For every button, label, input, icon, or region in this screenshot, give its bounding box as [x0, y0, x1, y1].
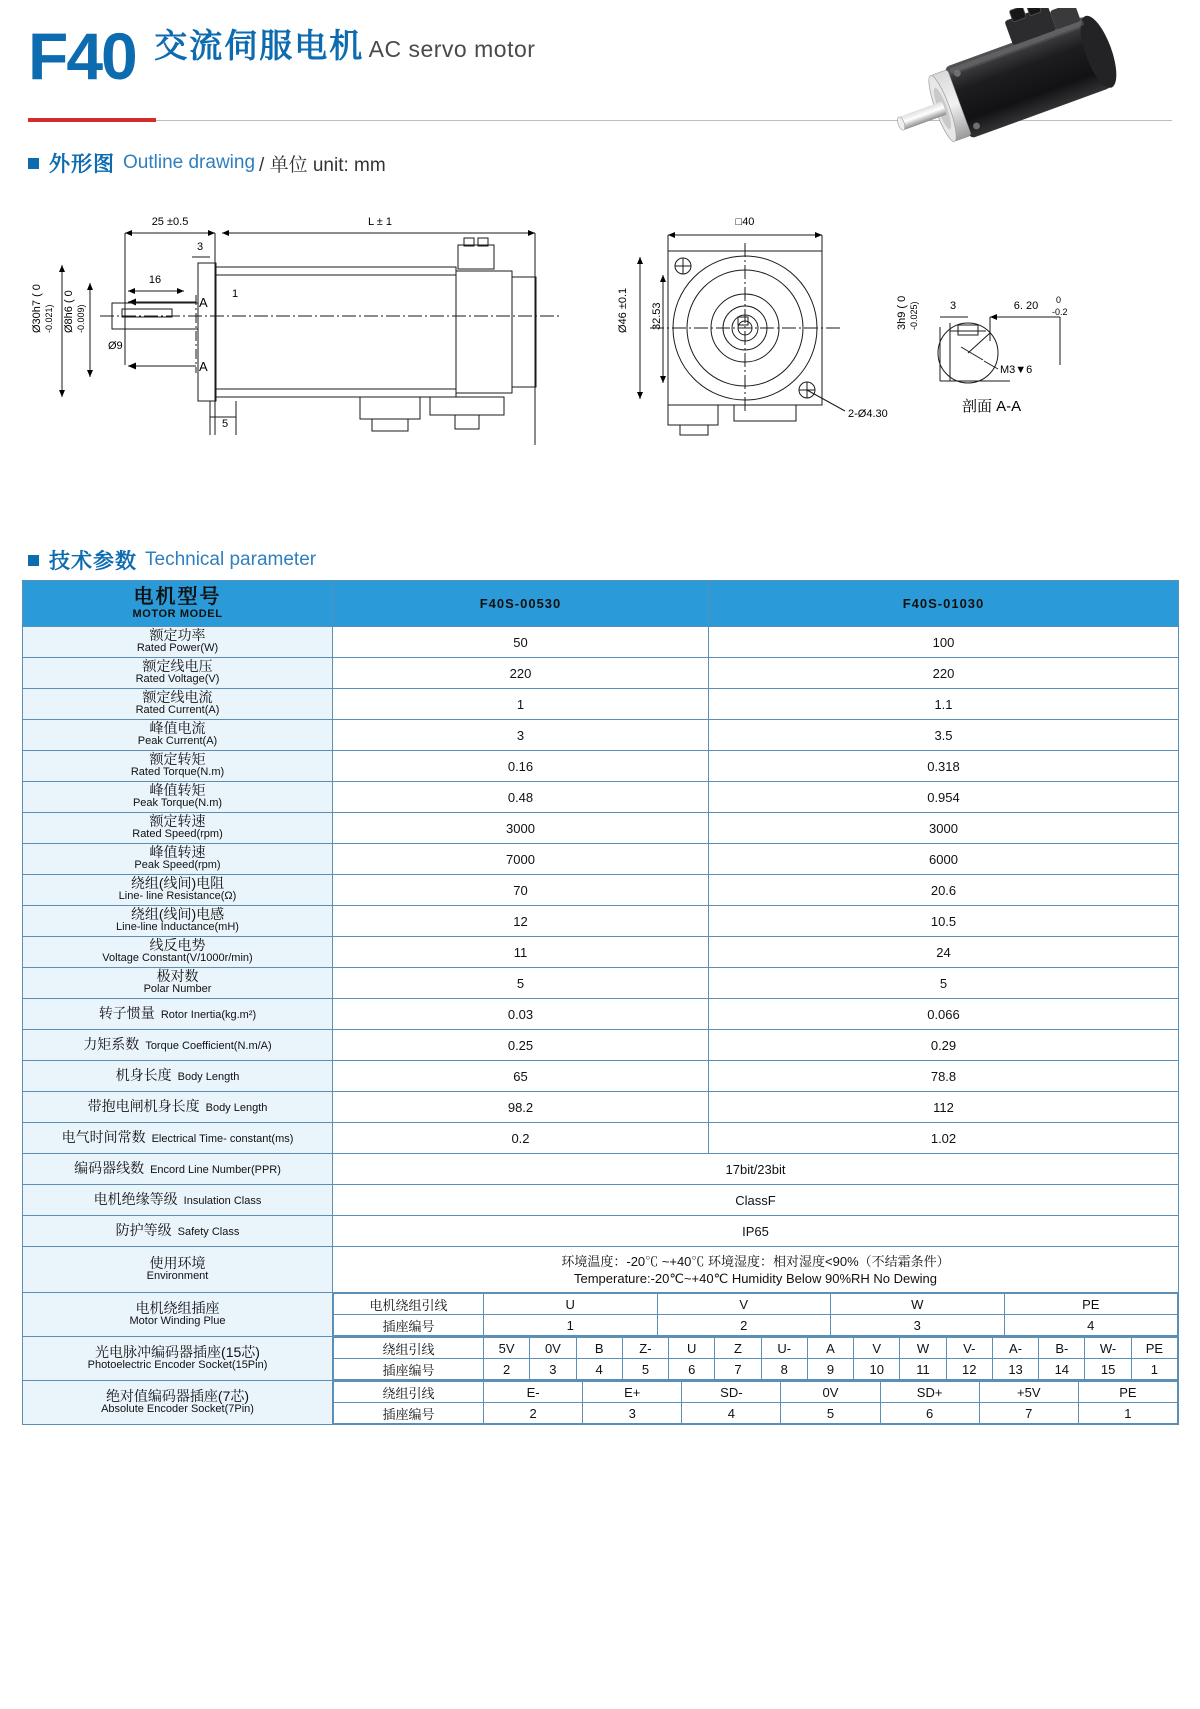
row-value-1: 5: [333, 968, 709, 999]
table-row: [23, 968, 1179, 999]
encoder7-block: [333, 1381, 1179, 1425]
row-value-1: 0.2: [333, 1123, 709, 1154]
row-value-2: 3000: [709, 813, 1179, 844]
winding-row2-c2: 2: [657, 1315, 831, 1336]
enc7-row2-c1: 2: [484, 1403, 583, 1424]
row-label: 防护等级 Safety Class: [23, 1216, 333, 1247]
enc15-row1-c10: W: [900, 1338, 946, 1359]
enc15-row1-c5: U: [669, 1338, 715, 1359]
row-value-1: 11: [333, 937, 709, 968]
row-label: 额定线电压 Rated Voltage(V): [23, 658, 333, 689]
encoder15-row-1: [334, 1338, 1178, 1359]
enc15-row2-c8: 9: [807, 1359, 853, 1380]
title-block: [28, 19, 536, 93]
tech-heading-cn: 技术参数: [49, 550, 137, 573]
enc7-row1-c5: SD+: [880, 1382, 979, 1403]
enc7-row1-c3: SD-: [682, 1382, 781, 1403]
header-model-1: F40S-00530: [333, 581, 709, 627]
row-label: 峰值电流 Peak Current(A): [23, 720, 333, 751]
row-label: 线反电势 Voltage Constant(V/1000r/min): [23, 937, 333, 968]
enc7-row1-label: 绕组引线: [334, 1382, 484, 1403]
enc15-row1-c8: A: [807, 1338, 853, 1359]
enc15-row2-c13: 14: [1039, 1359, 1085, 1380]
table-row: [23, 689, 1179, 720]
product-title-en: AC servo motor: [368, 36, 536, 62]
dim-3253: 32.53: [651, 302, 663, 330]
table-row: [23, 937, 1179, 968]
row-value-1: 0.25: [333, 1030, 709, 1061]
dim-5: 5: [222, 418, 229, 430]
dim-16: 16: [148, 274, 162, 286]
enc15-row1-c4: Z-: [622, 1338, 668, 1359]
enc7-row2-c7: 1: [1078, 1403, 1177, 1424]
enc15-row1-c13: B-: [1039, 1338, 1085, 1359]
tech-section-heading: [28, 545, 316, 575]
outline-drawing: [0, 205, 1200, 525]
enc15-row1-c6: Z: [715, 1338, 761, 1359]
dim-square40: □40: [735, 216, 755, 228]
enc7-row2-c2: 3: [583, 1403, 682, 1424]
row-value-merged: 17bit/23bit: [333, 1154, 1179, 1185]
row-value-1: 7000: [333, 844, 709, 875]
row-value-2: 0.066: [709, 999, 1179, 1030]
encoder7-row-2: [334, 1403, 1178, 1424]
winding-row1-label: 电机绕组引线: [334, 1294, 484, 1315]
winding-row1-c2: V: [657, 1294, 831, 1315]
dim-620-tol-top: 0: [1056, 295, 1062, 305]
motor-photo: [882, 8, 1172, 183]
enc15-row2-label: 插座编号: [334, 1359, 484, 1380]
winding-socket-row-1: [334, 1294, 1178, 1315]
enc7-row1-c2: E+: [583, 1382, 682, 1403]
product-title-cn: 交流伺服电机: [154, 27, 365, 64]
dim-d8h6-tol: -0.009): [76, 304, 86, 333]
tech-heading-en: Technical parameter: [145, 549, 317, 570]
header-model-2: F40S-01030: [709, 581, 1179, 627]
table-row: [23, 1185, 1179, 1216]
table-row: [23, 1216, 1179, 1247]
row-value-2: 0.318: [709, 751, 1179, 782]
table-row: [23, 813, 1179, 844]
row-value-1: 0.48: [333, 782, 709, 813]
winding-row2-label: 插座编号: [334, 1315, 484, 1336]
row-value-2: 1.1: [709, 689, 1179, 720]
table-row: [23, 1092, 1179, 1123]
table-row-encoder7: [23, 1381, 1179, 1425]
winding-row1-c3: W: [831, 1294, 1005, 1315]
table-row: [23, 844, 1179, 875]
enc15-row2-c12: 13: [992, 1359, 1038, 1380]
row-label: 使用环境 Environment: [23, 1247, 333, 1293]
row-label: 绝对值编码器插座(7芯) Absolute Encoder Socket(7Pin): [23, 1381, 333, 1425]
dim-d8h6: Ø8h6 ( 0: [63, 290, 75, 333]
dim-d46: Ø46 ±0.1: [617, 287, 629, 333]
row-label: 力矩系数 Torque Coefficient(N.m/A): [23, 1030, 333, 1061]
enc15-row2-c11: 12: [946, 1359, 992, 1380]
row-label: 电机绕组插座 Motor Winding Plue: [23, 1293, 333, 1337]
dim-620-tol-bot: -0.2: [1052, 307, 1068, 317]
enc15-row1-c9: V: [854, 1338, 900, 1359]
row-label: 光电脉冲编码器插座(15芯) Photoelectric Encoder Socket(15Pin): [23, 1337, 333, 1381]
enc15-row1-c7: U-: [761, 1338, 807, 1359]
dim-d30h7-tol: -0.021): [44, 304, 54, 333]
enc15-row1-c12: A-: [992, 1338, 1038, 1359]
row-value-2: 3.5: [709, 720, 1179, 751]
dim-3h9: 3h9 ( 0: [896, 295, 908, 330]
section-mark-a-top: A: [199, 295, 208, 310]
enc7-row1-c4: 0V: [781, 1382, 880, 1403]
model-code: F40: [28, 19, 136, 93]
row-value-1: 3000: [333, 813, 709, 844]
row-label: 极对数 Polar Number: [23, 968, 333, 999]
row-value-1: 3: [333, 720, 709, 751]
enc15-row1-c3: B: [576, 1338, 622, 1359]
header-motor-model-en: MOTOR MODEL: [132, 608, 223, 620]
table-row-winding-socket: [23, 1293, 1179, 1337]
table-row: [23, 1123, 1179, 1154]
environment-line-cn: 环境温度：-20℃ ~+40℃ 环境湿度：相对湿度<90%（不结霜条件）: [561, 1253, 950, 1269]
row-label: 绕组(线间)电感 Line-line Inductance(mH): [23, 906, 333, 937]
row-value-2: 0.954: [709, 782, 1179, 813]
outline-heading-en: Outline drawing: [123, 152, 256, 173]
winding-row2-c3: 3: [831, 1315, 1005, 1336]
row-label: 额定转速 Rated Speed(rpm): [23, 813, 333, 844]
red-divider: [28, 118, 156, 122]
enc15-row1-c11: V-: [946, 1338, 992, 1359]
enc7-row1-c7: PE: [1078, 1382, 1177, 1403]
dim-holes: 2-Ø4.30: [848, 408, 888, 420]
environment-line-en: Temperature:-20℃~+40℃ Humidity Below 90%RH No Dewing: [573, 1270, 938, 1286]
winding-row2-c4: 4: [1004, 1315, 1178, 1336]
dim-d9: Ø9: [108, 340, 123, 352]
enc15-row2-c1: 2: [484, 1359, 530, 1380]
row-value-1: 65: [333, 1061, 709, 1092]
enc15-row2-c4: 5: [622, 1359, 668, 1380]
environment-value: [333, 1247, 1179, 1293]
encoder7-table: [333, 1381, 1178, 1424]
dim-m3: M3▼6: [1000, 364, 1033, 376]
enc15-row2-c14: 15: [1085, 1359, 1131, 1380]
enc15-row2-c5: 6: [669, 1359, 715, 1380]
row-value-1: 0.16: [333, 751, 709, 782]
table-row-environment: [23, 1247, 1179, 1293]
winding-row1-c4: PE: [1004, 1294, 1178, 1315]
dim-k3: 3: [949, 300, 957, 312]
row-label: 转子惯量 Rotor Inertia(kg.m²): [23, 999, 333, 1030]
row-value-1: 220: [333, 658, 709, 689]
row-value-1: 70: [333, 875, 709, 906]
table-row: [23, 627, 1179, 658]
encoder15-row-2: [334, 1359, 1178, 1380]
dim-1: 1: [232, 288, 239, 300]
outline-unit-label: / 单位 unit: mm: [259, 154, 386, 176]
row-value-2: 1.02: [709, 1123, 1179, 1154]
outline-section-heading: [28, 148, 386, 178]
row-value-2: 6000: [709, 844, 1179, 875]
winding-socket-table: [333, 1293, 1178, 1336]
enc15-row1-c1: 5V: [484, 1338, 530, 1359]
row-value-1: 98.2: [333, 1092, 709, 1123]
enc15-row2-c2: 3: [530, 1359, 576, 1380]
spec-table-wrapper: [22, 580, 1178, 1425]
enc15-row2-c9: 10: [854, 1359, 900, 1380]
winding-socket-block: [333, 1293, 1179, 1337]
row-value-1: 12: [333, 906, 709, 937]
dim-3: 3: [196, 241, 204, 253]
winding-row1-c1: U: [484, 1294, 658, 1315]
row-value-2: 100: [709, 627, 1179, 658]
row-value-merged: ClassF: [333, 1185, 1179, 1216]
dim-620: 6. 20: [1013, 300, 1039, 312]
row-value-merged: IP65: [333, 1216, 1179, 1247]
spec-table: [22, 580, 1179, 1425]
table-row-encoder15: [23, 1337, 1179, 1381]
row-value-2: 0.29: [709, 1030, 1179, 1061]
enc7-row2-label: 插座编号: [334, 1403, 484, 1424]
title-texts: [154, 26, 535, 64]
section-mark-a-bottom: A: [199, 359, 208, 374]
row-value-2: 112: [709, 1092, 1179, 1123]
bullet-square-icon: [28, 158, 39, 169]
row-value-1: 50: [333, 627, 709, 658]
table-row: [23, 1030, 1179, 1061]
enc15-row1-c15: PE: [1131, 1338, 1177, 1359]
row-label: 机身长度 Body Length: [23, 1061, 333, 1092]
table-row: [23, 999, 1179, 1030]
winding-socket-row-2: [334, 1315, 1178, 1336]
enc15-row2-c10: 11: [900, 1359, 946, 1380]
table-row: [23, 658, 1179, 689]
enc15-row1-c14: W-: [1085, 1338, 1131, 1359]
enc7-row2-c5: 6: [880, 1403, 979, 1424]
row-label: 电机绝缘等级 Insulation Class: [23, 1185, 333, 1216]
dim-3h9-tol: -0.025): [909, 301, 919, 330]
encoder15-table: [333, 1337, 1178, 1380]
section-aa-label: 剖面 A-A: [962, 398, 1022, 415]
row-label: 额定功率 Rated Power(W): [23, 627, 333, 658]
enc15-row2-c7: 8: [761, 1359, 807, 1380]
enc15-row2-c6: 7: [715, 1359, 761, 1380]
outline-heading-cn: 外形图: [49, 153, 115, 176]
table-row: [23, 1154, 1179, 1185]
row-label: 编码器线数 Encord Line Number(PPR): [23, 1154, 333, 1185]
table-row: [23, 1061, 1179, 1092]
header-motor-model-cn: 电机型号: [133, 586, 222, 608]
encoder15-block: [333, 1337, 1179, 1381]
table-row: [23, 782, 1179, 813]
table-row: [23, 906, 1179, 937]
table-row: [23, 720, 1179, 751]
enc15-row1-label: 绕组引线: [334, 1338, 484, 1359]
dim-d30h7: Ø30h7 ( 0: [31, 284, 43, 333]
table-row: [23, 751, 1179, 782]
row-value-2: 220: [709, 658, 1179, 689]
enc7-row2-c3: 4: [682, 1403, 781, 1424]
row-value-2: 24: [709, 937, 1179, 968]
row-value-2: 5: [709, 968, 1179, 999]
enc7-row1-c6: +5V: [979, 1382, 1078, 1403]
row-label: 峰值转速 Peak Speed(rpm): [23, 844, 333, 875]
winding-row2-c1: 1: [484, 1315, 658, 1336]
table-header-row: [23, 581, 1179, 627]
row-value-1: 1: [333, 689, 709, 720]
row-label: 绕组(线间)电阻 Line- line Resistance(Ω): [23, 875, 333, 906]
page-header: [0, 0, 1200, 185]
row-value-1: 0.03: [333, 999, 709, 1030]
enc15-row2-c15: 1: [1131, 1359, 1177, 1380]
header-motor-model: [23, 581, 333, 627]
enc7-row2-c6: 7: [979, 1403, 1078, 1424]
row-value-2: 78.8: [709, 1061, 1179, 1092]
row-label: 额定转矩 Rated Torque(N.m): [23, 751, 333, 782]
row-value-2: 20.6: [709, 875, 1179, 906]
row-value-2: 10.5: [709, 906, 1179, 937]
dim-25: 25 ±0.5: [151, 216, 189, 228]
enc15-row2-c3: 4: [576, 1359, 622, 1380]
row-label: 额定线电流 Rated Current(A): [23, 689, 333, 720]
row-label: 峰值转矩 Peak Torque(N.m): [23, 782, 333, 813]
bullet-square-icon-2: [28, 555, 39, 566]
encoder7-row-1: [334, 1382, 1178, 1403]
dim-L: L ± 1: [368, 216, 392, 228]
row-label: 带抱电闸机身长度 Body Length: [23, 1092, 333, 1123]
row-label: 电气时间常数 Electrical Time- constant(ms): [23, 1123, 333, 1154]
table-row: [23, 875, 1179, 906]
enc7-row1-c1: E-: [484, 1382, 583, 1403]
enc7-row2-c4: 5: [781, 1403, 880, 1424]
enc15-row1-c2: 0V: [530, 1338, 576, 1359]
